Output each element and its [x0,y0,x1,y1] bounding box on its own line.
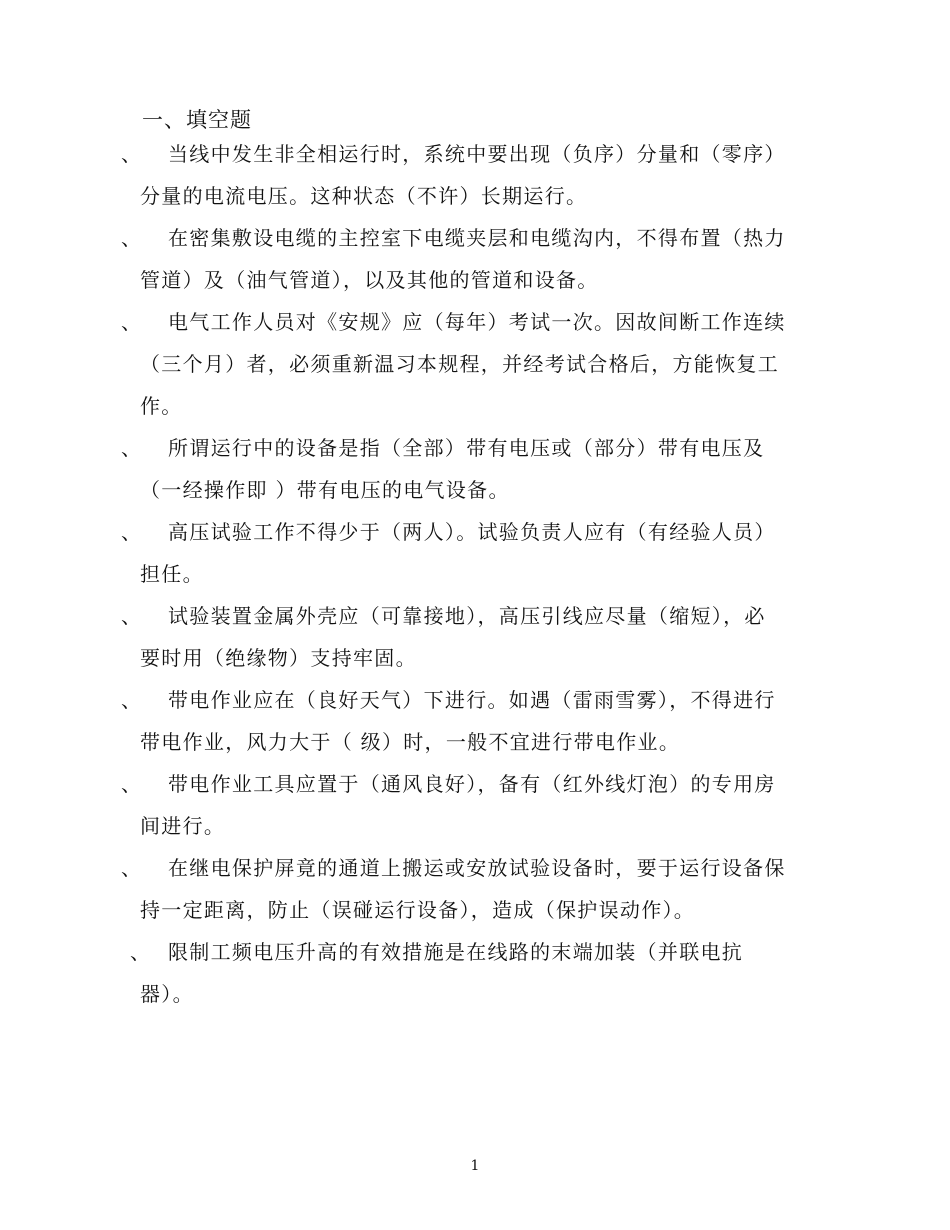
item-continuation-line: 要时用（绝缘物）支持牢固。 [140,646,417,670]
question-item [0,511,950,595]
item-continuation-line: （三个月）者，必须重新温习本规程，并经考试合格后，方能恢复工 [140,352,779,376]
section-title: 一、填空题 [142,108,252,132]
question-item [0,217,950,301]
item-marker: 、 [121,688,141,712]
item-continuation-line: 管道）及（油气管道），以及其他的管道和设备。 [140,268,599,292]
question-item [0,763,950,847]
item-continuation-line: 持一定距离，防止（误碰运行设备），造成（保护误动作）。 [140,898,696,922]
item-text-line: 在继电保护屏竟的通道上搬运或安放试验设备时，要于运行设备保 [168,856,786,880]
item-marker: 、 [121,772,141,796]
question-item [0,931,950,1015]
item-marker: 、 [121,310,141,334]
item-marker: 、 [121,226,141,250]
question-item [0,679,950,763]
item-continuation-line: 间进行。 [140,814,226,838]
question-item [0,133,950,217]
item-marker: 、 [130,940,150,964]
item-continuation-line: （一经操作即 ）带有电压的电气设备。 [140,478,510,502]
item-marker: 、 [121,142,141,166]
question-item [0,301,950,427]
item-text-line: 高压试验工作不得少于（两人）。试验负责人应有（有经验人员） [168,520,776,544]
question-item [0,595,950,679]
item-text-line: 当线中发生非全相运行时，系统中要出现（负序）分量和（零序） [168,142,786,166]
item-continuation-line: 作。 [140,394,183,418]
page-number: 1 [470,1158,480,1174]
item-marker: 、 [121,436,141,460]
item-marker: 、 [121,604,141,628]
item-continuation-line: 分量的电流电压。这种状态（不许）长期运行。 [140,184,588,208]
question-item [0,427,950,511]
item-continuation-line: 带电作业，风力大于（ 级）时，一般不宜进行带电作业。 [140,730,681,754]
item-text-line: 带电作业工具应置于（通风良好），备有（红外线灯泡）的专用房 [168,772,776,796]
question-item [0,847,950,931]
item-text-line: 试验装置金属外壳应（可靠接地），高压引线应尽量（缩短），必 [168,604,766,628]
item-marker: 、 [121,856,141,880]
item-text-line: 在密集敷设电缆的主控室下电缆夹层和电缆沟内，不得布置（热力 [168,226,786,250]
item-text-line: 带电作业应在（良好天气）下进行。如遇（雷雨雪雾），不得进行 [168,688,776,712]
item-continuation-line: 器）。 [140,982,194,1006]
item-text-line: 所谓运行中的设备是指（全部）带有电压或（部分）带有电压及 [168,436,765,460]
item-text-line: 电气工作人员对《安规》应（每年）考试一次。因故间断工作连续 [168,310,786,334]
item-text-line: 限制工频电压升高的有效措施是在线路的末端加装（并联电抗 [168,940,744,964]
item-marker: 、 [121,520,141,544]
item-continuation-line: 担任。 [140,562,204,586]
